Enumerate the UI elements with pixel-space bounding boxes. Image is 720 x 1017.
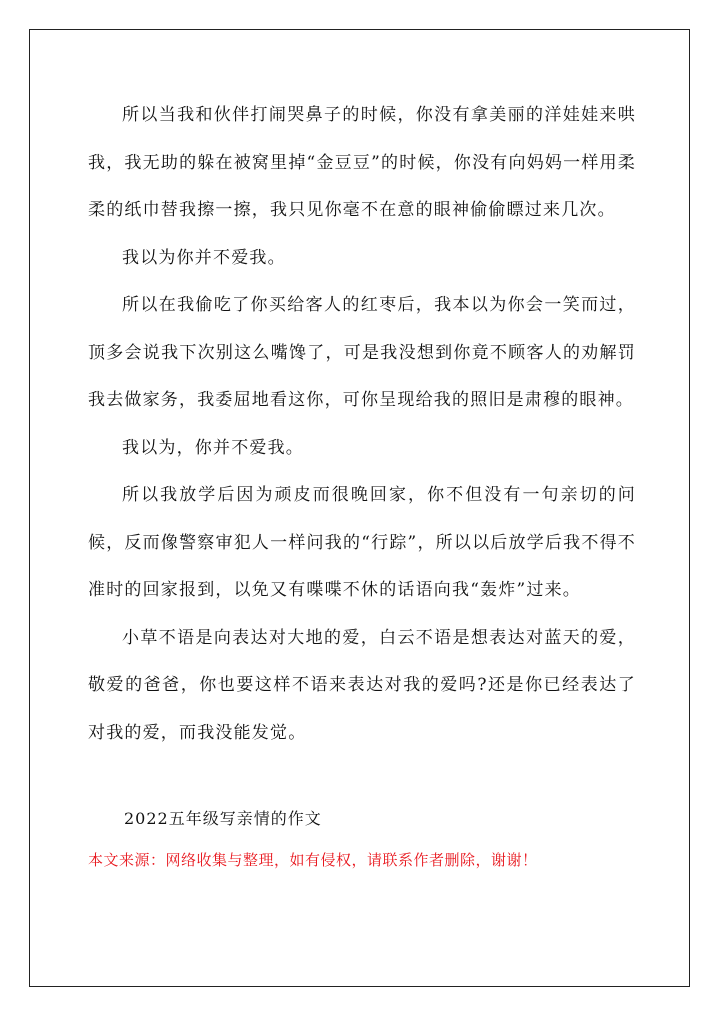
essay-paragraph-2: 我以为你并不爱我。	[122, 247, 286, 268]
essay-paragraph-4: 我以为，你并不爱我。	[122, 437, 304, 458]
essay-paragraph-5: 所以我放学后因为顽皮而很晚回家，你不但没有一句亲切的问候，反而像警察审犯人一样问我的“行踪”，所以以后放学后我不得不准时的回家报到，以免又有喋喋不休的话语向我“轰炸”过来。	[88, 485, 636, 600]
essay-paragraph-6: 小草不语是向表达对大地的爱，白云不语是想表达对蓝天的爱，敬爱的爸爸，你也要这样不语来表达对我的爱吗?还是你已经表达了对我的爱，而我没能发觉。	[88, 627, 636, 743]
source-disclaimer: 本文来源：网络收集与整理，如有侵权，请联系作者删除，谢谢！	[88, 851, 538, 869]
essay-paragraph-3: 所以在我偷吃了你买给客人的红枣后，我本以为你会一笑而过，顶多会说我下次别这么嘴馋了，可是我没想到你竟不顾客人的劝解罚我去做家务，我委屈地看这你，可你呈现给我的照旧是肃穆的眼神。	[88, 295, 636, 410]
essay-paragraph-1: 所以当我和伙伴打闹哭鼻子的时候，你没有拿美丽的洋娃娃来哄我，我无助的躲在被窝里掉“金豆豆”的时候，你没有向妈妈一样用柔柔的纸巾替我擦一擦，我只见你毫不在意的眼神偷偷瞟过来几次。	[88, 105, 636, 220]
document-title: 2022五年级写亲情的作文	[124, 809, 322, 828]
essay-body	[88, 92, 636, 757]
